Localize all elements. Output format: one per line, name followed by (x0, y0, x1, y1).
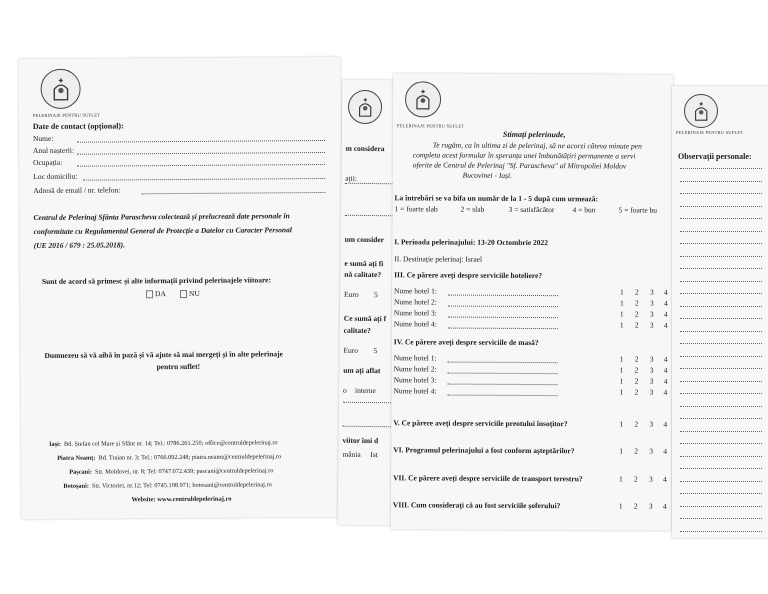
rating-option[interactable]: 1 (619, 298, 624, 308)
rating-option[interactable]: 1 (619, 474, 623, 484)
rating-option[interactable]: 4 (663, 320, 668, 330)
contact-field-input[interactable] (77, 152, 325, 155)
hotel-name-label: Nume hotel 3: (393, 308, 437, 318)
rating-option[interactable]: 4 (663, 309, 668, 319)
consent-yes[interactable] (146, 289, 166, 298)
instructions: La întrebări se va bifa un număr de la 1 - 5 după cum urmează: (394, 193, 599, 204)
office-details: Str. Victoriei, nr.12; Tel: 0745.108.971; botosani@centruldepelerinaj.ro (91, 481, 272, 490)
rating-option[interactable]: 3 (649, 387, 654, 397)
rating-option[interactable]: 3 (650, 287, 654, 297)
fragment-text: um ați aflat (343, 365, 381, 376)
intro-line: completa acest formular în speranța unei îmbunătățiri permanente a servi (412, 150, 636, 161)
office-details: Str. Moldovei, nr. 8; Tel: 0747.072.439; pascani@centruldepelerinaj.ro (95, 467, 274, 476)
fragment-dotted-line[interactable] (345, 183, 395, 185)
rating-option[interactable]: 1 (619, 387, 624, 397)
intro-line: Te rugăm, ca în ultima zi de pelerinaj, să ne acorzi câteva minute pen (432, 140, 642, 151)
notes-line[interactable] (680, 331, 762, 332)
left-page (18, 57, 343, 519)
intro-line: Bucovinei - Iași. (462, 170, 513, 180)
notes-line[interactable] (680, 368, 762, 369)
org-caption: PELERINAJE PENTRU SUFLET (32, 112, 101, 119)
hotel-name-label: Nume hotel 4: (393, 319, 437, 329)
fragment-text: um consider (344, 234, 385, 245)
rating-option[interactable]: 4 (663, 376, 668, 386)
question-6: VI. Programul pelerinajului a fost conform așteptărilor? (393, 445, 575, 456)
survey-page (391, 73, 673, 530)
fragment-text: Ist (370, 450, 378, 460)
notes-line[interactable] (680, 468, 762, 469)
rating-option[interactable]: 3 (649, 365, 654, 375)
scale-legend-item: 2 = slab (460, 204, 485, 214)
notes-line[interactable] (680, 281, 762, 282)
notes-line[interactable] (680, 256, 762, 257)
hotel-name-input[interactable] (448, 306, 558, 308)
hotel-name-input[interactable] (448, 328, 558, 330)
rating-option[interactable]: 3 (649, 354, 654, 364)
rating-option[interactable]: 2 (634, 376, 639, 386)
fragment-dotted-line[interactable] (345, 215, 395, 217)
rating-option[interactable]: 3 (648, 501, 653, 511)
rating-option[interactable]: 1 (619, 446, 623, 456)
fragment-text: viitor îmi d (342, 435, 379, 446)
hotel-name-input[interactable] (448, 295, 558, 297)
hotel-name-input[interactable] (448, 395, 558, 397)
question-8: VIII. Cum considerați că au fost serviciile șoferului? (392, 500, 561, 511)
rating-option[interactable]: 4 (662, 501, 667, 511)
rating-option[interactable]: 4 (663, 419, 668, 429)
rating-option[interactable]: 4 (663, 365, 668, 375)
rating-option[interactable]: 4 (663, 474, 667, 484)
rating-option[interactable]: 2 (634, 387, 639, 397)
rating-option[interactable]: 1 (620, 287, 624, 297)
contact-field-input[interactable] (77, 164, 325, 167)
fragment-text: 5 (373, 346, 378, 356)
rating-option[interactable]: 2 (634, 446, 638, 456)
rating-option[interactable]: 3 (649, 419, 654, 429)
notes-line[interactable] (680, 406, 762, 407)
checkbox-nu[interactable] (180, 290, 187, 298)
org-caption: PELERINAJE PENTRU SUFLET (676, 130, 744, 135)
fragment-text: interne (355, 385, 376, 396)
hotel-name-input[interactable] (448, 317, 558, 319)
gdpr-line-2: conformitate cu Regulamentul General de Protecție a Datelor cu Caracter Personal (33, 225, 292, 237)
fragment-text: Euro (343, 345, 359, 355)
contact-field-label: Nume: (32, 133, 54, 144)
question-7: VII. Ce părere aveți despre serviciile de transport terestru? (393, 473, 583, 484)
question-3: III. Ce părere aveți despre serviciile hoteliere? (394, 270, 543, 281)
notes-line[interactable] (680, 168, 762, 169)
office-details: Bd. Traian nr. 3; Tel.: 0766.092.248; piatra.neamt@centruldepelerinaj.ro (98, 453, 282, 462)
contact-field-label: Loc domiciliu: (33, 171, 78, 182)
website: Website: www.centruldepelerinaj.ro (131, 495, 232, 504)
rating-option[interactable]: 2 (634, 419, 639, 429)
rating-option[interactable]: 3 (649, 320, 654, 330)
notes-line[interactable] (680, 481, 762, 482)
fragment-text: o (343, 385, 347, 395)
rating-option[interactable]: 1 (619, 376, 624, 386)
fragment-dotted-line[interactable] (343, 402, 393, 404)
contact-field-input[interactable] (83, 178, 325, 181)
notes-line[interactable] (680, 506, 762, 507)
scale-legend-item: 1 = foarte slab (394, 204, 438, 214)
rating-option[interactable]: 4 (663, 446, 667, 456)
hotel-name-label: Nume hotel 3: (393, 375, 437, 385)
rating-option[interactable]: 2 (634, 474, 638, 484)
fragment-text: Ce sumă ați f (343, 313, 387, 324)
hotel-name-input[interactable] (448, 373, 558, 375)
rating-option[interactable]: 1 (619, 354, 624, 364)
notes-line[interactable] (680, 393, 762, 394)
notes-line[interactable] (680, 206, 762, 207)
notes-line[interactable] (680, 343, 762, 344)
greeting: Stimați pelerinude, (502, 129, 566, 140)
contact-heading: Date de contact (opțional): (32, 121, 124, 132)
contact-field-input[interactable] (77, 140, 325, 143)
rating-option[interactable]: 3 (649, 474, 653, 484)
office-details: Bd. Ștefan cel Mare și Sfânt nr. 14; Tel.: 0786.261.250; office@centruldepelerinaj.ro (63, 439, 278, 448)
consent-question: Sunt de acord să primesc și alte informații privind pelerinajele viitoare: (41, 275, 271, 286)
contact-office (69, 467, 273, 475)
question-1: I. Perioada pelerinajului: 13-20 Octombrie 2022 (394, 237, 549, 248)
fragment-text: ații: (345, 173, 358, 183)
rating-option[interactable]: 4 (663, 298, 668, 308)
notes-line[interactable] (680, 493, 762, 494)
fragment-text: nă calitate? (344, 269, 382, 280)
church-logo (348, 90, 382, 124)
middle-page-strip (338, 80, 399, 526)
rating-option[interactable]: 1 (619, 419, 624, 429)
consent-no[interactable] (180, 289, 200, 298)
question-2: II. Destinație pelerinaj: Israel (394, 254, 483, 264)
contact-field-label: Adresă de email / nr. telefon: (33, 185, 121, 196)
rating-option[interactable]: 2 (634, 320, 639, 330)
scale-legend-item: 4 = bun (572, 205, 596, 215)
notes-line[interactable] (680, 381, 762, 382)
notes-line[interactable] (680, 318, 762, 319)
rating-option[interactable]: 4 (664, 287, 668, 297)
rating-option[interactable]: 4 (663, 354, 668, 364)
church-logo (684, 94, 718, 128)
label-da: DA (155, 289, 166, 299)
contact-field-label: Ocupația: (33, 157, 63, 168)
fragment-text: Euro (344, 289, 359, 299)
org-caption: PELERINAJE PENTRU SUFLET (396, 123, 465, 129)
office-city: Botoșani: (63, 482, 89, 490)
notes-line[interactable] (680, 306, 762, 307)
rating-option[interactable]: 2 (635, 287, 639, 297)
hotel-name-label: Nume hotel 2: (393, 297, 437, 307)
notes-line[interactable] (680, 231, 762, 232)
rating-option[interactable]: 1 (619, 309, 624, 319)
gdpr-line-1: Centrul de Pelerinaj Sfânta Parascheva colectează și prelucrează date personale în (33, 211, 290, 223)
hotel-name-label: Nume hotel 2: (393, 364, 437, 374)
rating-option[interactable]: 1 (618, 501, 623, 511)
notes-line[interactable] (680, 243, 762, 244)
checkbox-da[interactable] (146, 290, 153, 298)
blessing-line-1: Dumnezeu să vă aibă în pază și vă ajute să mai mergeți și în alte pelerinaje (44, 349, 284, 360)
contact-office (49, 439, 278, 448)
notes-line[interactable] (680, 418, 762, 419)
notes-line[interactable] (680, 293, 762, 294)
scale-legend-item: 3 = satisfăcător (508, 204, 555, 215)
hotel-name-input[interactable] (448, 362, 558, 364)
contact-office (63, 481, 271, 489)
hotel-name-label: Nume hotel 4: (393, 386, 437, 396)
fragment-text: e sumă ați fi (344, 258, 384, 269)
notes-heading: Observații personale: (678, 152, 752, 161)
rating-option[interactable]: 2 (634, 298, 639, 308)
rating-option[interactable]: 2 (634, 309, 639, 319)
church-logo (405, 81, 441, 117)
rating-option[interactable]: 2 (634, 365, 639, 375)
church-logo (40, 69, 80, 109)
rating-option[interactable]: 3 (649, 309, 654, 319)
contact-field-label: Anul nașterii: (33, 145, 75, 156)
scale-legend-item: 5 = foarte bu (618, 205, 658, 215)
notes-line[interactable] (680, 356, 762, 357)
notes-line[interactable] (680, 268, 762, 269)
fragment-text: m considera (345, 143, 385, 154)
office-city: Pașcani: (69, 468, 93, 476)
office-city: Piatra Neamț: (57, 454, 96, 462)
question-4: IV. Ce părere aveți despre serviciile de masă? (393, 337, 539, 348)
contact-office (57, 453, 281, 462)
gdpr-line-3: (UE 2016 / 679 : 25.05.2018). (33, 240, 125, 251)
rating-option[interactable]: 1 (619, 365, 624, 375)
fragment-text: calitate? (343, 325, 371, 336)
rating-option[interactable]: 2 (633, 501, 638, 511)
office-city: Iași: (49, 440, 62, 448)
notes-line[interactable] (680, 181, 762, 182)
rating-option[interactable]: 4 (663, 387, 668, 397)
notes-page (672, 86, 768, 538)
fragment-text: 5 (374, 290, 378, 300)
hotel-name-input[interactable] (448, 384, 558, 386)
hotel-name-label: Nume hotel 1: (394, 286, 438, 296)
notes-line[interactable] (680, 456, 762, 457)
notes-line[interactable] (680, 431, 762, 432)
rating-option[interactable]: 1 (619, 320, 624, 330)
rating-option[interactable]: 2 (634, 354, 639, 364)
rating-option[interactable]: 3 (649, 376, 654, 386)
notes-line[interactable] (680, 193, 762, 194)
fragment-text: mânia (342, 449, 361, 459)
notes-line[interactable] (680, 531, 762, 532)
rating-option[interactable]: 3 (649, 298, 654, 308)
notes-line[interactable] (680, 218, 762, 219)
hotel-name-label: Nume hotel 1: (393, 353, 437, 363)
intro-line: oferite de Centrul de Pelerinaj "Sf. Parascheva" al Mitropoliei Moldov (412, 160, 627, 171)
question-5: V. Ce părere aveți despre serviciile preotului însoțitor? (393, 418, 568, 429)
fragment-dotted-line[interactable] (343, 426, 393, 428)
contact-field-input[interactable] (141, 192, 325, 194)
rating-option[interactable]: 3 (649, 446, 653, 456)
blessing-line-2: pentru suflet! (156, 361, 201, 372)
notes-line[interactable] (680, 518, 762, 519)
notes-line[interactable] (680, 443, 762, 444)
label-nu: NU (189, 288, 200, 298)
